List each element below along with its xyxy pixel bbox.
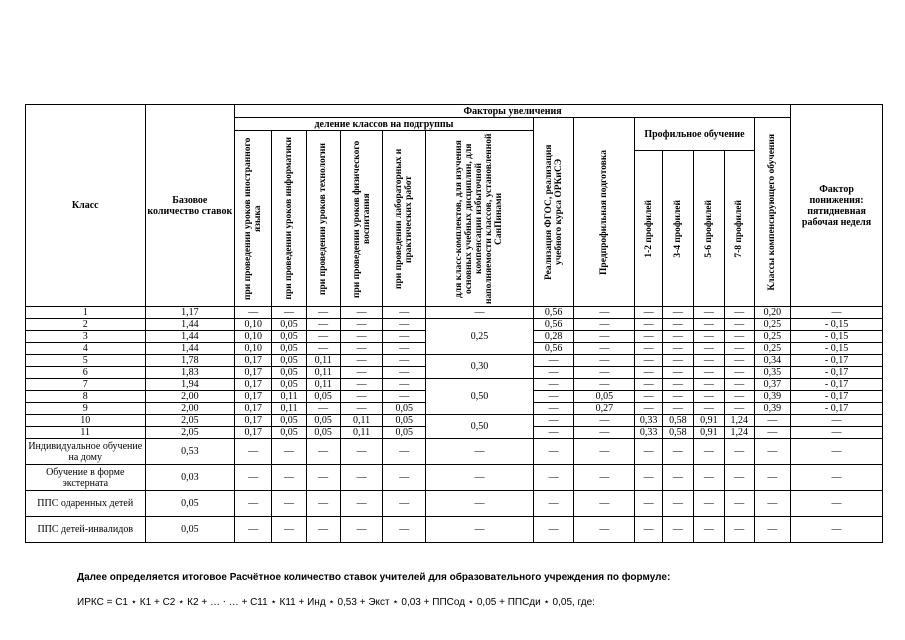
table-cell: — xyxy=(574,331,635,343)
table-cell: — xyxy=(383,491,426,517)
table-cell: — xyxy=(340,465,383,491)
table-cell: — xyxy=(383,319,426,331)
table-cell: — xyxy=(724,491,754,517)
table-cell: 0,11 xyxy=(272,391,306,403)
table-cell: — xyxy=(635,331,663,343)
header-compensating: Классы компенсирующего обучения xyxy=(754,118,790,307)
table-cell: 1,83 xyxy=(145,367,235,379)
table-cell: — xyxy=(574,415,635,427)
table-cell: 0,33 xyxy=(635,415,663,427)
table-cell: 0,37 xyxy=(754,379,790,391)
table-cell: — xyxy=(574,307,635,319)
header-base: Базовое количество ставок xyxy=(145,105,235,307)
merged-cell: 0,50 xyxy=(426,415,534,439)
row-header: ППС детей-инвалидов xyxy=(26,517,146,543)
table-cell: — xyxy=(724,391,754,403)
table-cell: — xyxy=(693,403,724,415)
table-cell: — xyxy=(306,319,340,331)
table-cell: — xyxy=(791,517,883,543)
header-factors-up: Факторы увеличения xyxy=(235,105,791,118)
table-cell: — xyxy=(693,439,724,465)
table-cell: — xyxy=(533,391,574,403)
header-sub-lab: при проведении лабораторных и практических работ xyxy=(383,131,426,307)
table-cell: 1,44 xyxy=(145,343,235,355)
row-header: Обучение в форме экстерната xyxy=(26,465,146,491)
table-cell: 0,56 xyxy=(533,343,574,355)
table-cell: — xyxy=(306,331,340,343)
table-cell: — xyxy=(724,343,754,355)
table-cell: — xyxy=(306,307,340,319)
table-cell: — xyxy=(791,427,883,439)
table-cell: — xyxy=(340,391,383,403)
merged-cell: 0,50 xyxy=(426,379,534,415)
table-cell: — xyxy=(693,367,724,379)
table-cell: 0,11 xyxy=(340,415,383,427)
table-cell: 0,05 xyxy=(272,427,306,439)
table-cell: 1,24 xyxy=(724,415,754,427)
table-cell: 0,05 xyxy=(145,517,235,543)
table-cell: — xyxy=(340,491,383,517)
table-cell: — xyxy=(340,379,383,391)
table-cell: 0,27 xyxy=(574,403,635,415)
table-cell: — xyxy=(574,367,635,379)
table-cell: — xyxy=(533,439,574,465)
table-cell: 0,11 xyxy=(306,367,340,379)
table-row xyxy=(26,517,883,543)
table-cell: — xyxy=(662,465,693,491)
table-cell: — xyxy=(426,517,534,543)
table-row xyxy=(26,415,883,427)
table-cell: — xyxy=(306,403,340,415)
table-cell: 0,11 xyxy=(340,427,383,439)
table-cell: - 0,17 xyxy=(791,403,883,415)
table-cell: 0,58 xyxy=(662,427,693,439)
table-cell: — xyxy=(340,331,383,343)
table-cell: 0,05 xyxy=(306,415,340,427)
table-cell: 0,05 xyxy=(272,415,306,427)
table-cell: — xyxy=(635,319,663,331)
table-cell: — xyxy=(340,355,383,367)
table-cell: — xyxy=(306,439,340,465)
table-cell: — xyxy=(533,415,574,427)
row-header: 9 xyxy=(26,403,146,415)
table-cell: — xyxy=(724,319,754,331)
table-cell: 0,17 xyxy=(235,403,272,415)
merged-cell: 0,30 xyxy=(426,355,534,379)
table-cell: 0,05 xyxy=(145,491,235,517)
table-cell: 0,33 xyxy=(635,427,663,439)
table-cell: 0,53 xyxy=(145,439,235,465)
header-p56: 5-6 профилей xyxy=(693,151,724,307)
table-cell: — xyxy=(306,517,340,543)
table-cell: 1,17 xyxy=(145,307,235,319)
row-header: 10 xyxy=(26,415,146,427)
row-header: 8 xyxy=(26,391,146,403)
table-cell: — xyxy=(574,465,635,491)
table-cell: 0,25 xyxy=(754,319,790,331)
formula: ИРКС = С1 ⋆ К1 + С2 ⋆ К2 + … ⋅ … + С11 ⋆ К11 + Инд ⋆ 0,53 + Экст ⋆ 0,03 + ППСод ⋆ 0,05 + ППСди ⋆ 0,05, где: xyxy=(77,597,595,608)
header-p78: 7-8 профилей xyxy=(724,151,754,307)
table-cell: — xyxy=(662,355,693,367)
table-cell: 0,91 xyxy=(693,427,724,439)
table-cell: — xyxy=(754,517,790,543)
table-cell: — xyxy=(662,403,693,415)
table-cell: 0,34 xyxy=(754,355,790,367)
table-cell: — xyxy=(662,319,693,331)
table-cell: — xyxy=(574,517,635,543)
table-cell: — xyxy=(662,331,693,343)
table-cell: — xyxy=(306,465,340,491)
staffing-factors-table xyxy=(25,104,883,543)
header-p12: 1-2 профилей xyxy=(635,151,663,307)
table-cell: — xyxy=(635,391,663,403)
header-p34: 3-4 профилей xyxy=(662,151,693,307)
table-cell: - 0,15 xyxy=(791,331,883,343)
table-cell: — xyxy=(662,391,693,403)
table-cell: — xyxy=(533,491,574,517)
table-cell: — xyxy=(383,517,426,543)
table-cell: — xyxy=(574,355,635,367)
table-cell: 0,10 xyxy=(235,343,272,355)
table-cell: 0,03 xyxy=(145,465,235,491)
table-cell: — xyxy=(662,379,693,391)
table-cell: 0,17 xyxy=(235,379,272,391)
table-cell: — xyxy=(635,307,663,319)
table-cell: — xyxy=(754,439,790,465)
merged-cell: 0,25 xyxy=(426,319,534,355)
table-cell: — xyxy=(383,391,426,403)
table-cell: 0,56 xyxy=(533,319,574,331)
table-cell: — xyxy=(383,379,426,391)
table-cell: — xyxy=(340,517,383,543)
table-cell: — xyxy=(533,403,574,415)
table-cell: — xyxy=(635,465,663,491)
header-sub-technology: при проведении уроков технологии xyxy=(306,131,340,307)
table-cell: — xyxy=(383,343,426,355)
table-cell: 0,05 xyxy=(383,403,426,415)
table-cell: — xyxy=(693,491,724,517)
header-sub-informatics: при проведении уроков информатики xyxy=(272,131,306,307)
table-cell: — xyxy=(693,355,724,367)
table-cell: — xyxy=(791,465,883,491)
table-cell: 1,44 xyxy=(145,331,235,343)
table-cell: — xyxy=(693,343,724,355)
table-cell: — xyxy=(306,491,340,517)
table-cell: — xyxy=(724,439,754,465)
table-cell: 0,11 xyxy=(306,355,340,367)
table-cell: — xyxy=(635,379,663,391)
table-cell: — xyxy=(340,319,383,331)
header-sub-physical: при проведении уроков физического воспитания xyxy=(340,131,383,307)
table-cell: 0,28 xyxy=(533,331,574,343)
table-cell: — xyxy=(662,307,693,319)
table-row xyxy=(26,439,883,465)
table-cell: - 0,17 xyxy=(791,391,883,403)
table-cell: 0,05 xyxy=(272,355,306,367)
table-cell: — xyxy=(574,379,635,391)
table-cell: 0,25 xyxy=(754,343,790,355)
table-cell: — xyxy=(635,439,663,465)
table-cell: — xyxy=(754,415,790,427)
table-cell: — xyxy=(724,517,754,543)
table-cell: — xyxy=(383,439,426,465)
table-cell: — xyxy=(724,465,754,491)
row-header: 5 xyxy=(26,355,146,367)
table-cell: — xyxy=(724,403,754,415)
table-cell: — xyxy=(272,491,306,517)
table-cell: 1,78 xyxy=(145,355,235,367)
table-cell: 0,39 xyxy=(754,391,790,403)
table-cell: — xyxy=(272,465,306,491)
table-cell: — xyxy=(235,491,272,517)
table-cell: 0,05 xyxy=(272,367,306,379)
table-cell: — xyxy=(340,343,383,355)
table-cell: — xyxy=(693,391,724,403)
table-cell: — xyxy=(791,439,883,465)
row-header: Индивидуальное обучение на дому xyxy=(26,439,146,465)
header-profile: Профильное обучение xyxy=(635,118,754,151)
row-header: 2 xyxy=(26,319,146,331)
row-header: 6 xyxy=(26,367,146,379)
table-cell: - 0,17 xyxy=(791,355,883,367)
table-cell: — xyxy=(693,465,724,491)
table-cell: — xyxy=(754,465,790,491)
table-cell: - 0,17 xyxy=(791,367,883,379)
header-sub-complex: для класс-комплектов, для изучения основных учебных дисциплин, для компенсации избыточной наполняемости классов, установленной СанПинами xyxy=(426,131,534,307)
table-cell: — xyxy=(724,379,754,391)
row-header: 1 xyxy=(26,307,146,319)
table-cell: 0,05 xyxy=(272,331,306,343)
table-cell: 2,00 xyxy=(145,403,235,415)
table-cell: — xyxy=(574,427,635,439)
table-cell: 0,35 xyxy=(754,367,790,379)
table-cell: — xyxy=(383,367,426,379)
table-cell: — xyxy=(426,439,534,465)
table-cell: 0,11 xyxy=(272,403,306,415)
table-cell: — xyxy=(574,491,635,517)
header-class: Класс xyxy=(26,105,146,307)
table-cell: - 0,15 xyxy=(791,343,883,355)
table-cell: — xyxy=(791,307,883,319)
table-cell: 0,91 xyxy=(693,415,724,427)
table-cell: 0,05 xyxy=(272,343,306,355)
table-cell: — xyxy=(574,319,635,331)
table-cell: — xyxy=(754,491,790,517)
formula-intro: Далее определяется итоговое Расчётное количество ставок учителей для образовательного учреждения по формуле: xyxy=(77,572,671,583)
table-cell: — xyxy=(662,491,693,517)
table-cell: — xyxy=(235,439,272,465)
table-cell: — xyxy=(662,517,693,543)
table-cell: — xyxy=(693,307,724,319)
table-cell: — xyxy=(533,355,574,367)
table-cell: — xyxy=(662,439,693,465)
table-cell: 2,05 xyxy=(145,415,235,427)
table-cell: — xyxy=(693,517,724,543)
table-cell: — xyxy=(635,355,663,367)
table-cell: — xyxy=(754,427,790,439)
table-cell: 0,17 xyxy=(235,391,272,403)
table-cell: — xyxy=(693,379,724,391)
table-cell: - 0,15 xyxy=(791,319,883,331)
table-cell: 0,11 xyxy=(306,379,340,391)
row-header: 3 xyxy=(26,331,146,343)
table-cell: — xyxy=(340,403,383,415)
row-header: 4 xyxy=(26,343,146,355)
table-row xyxy=(26,319,883,331)
table-cell: — xyxy=(235,465,272,491)
table-cell: — xyxy=(235,517,272,543)
table-cell: 0,05 xyxy=(383,415,426,427)
table-cell: — xyxy=(426,465,534,491)
table-cell: — xyxy=(791,491,883,517)
table-cell: 0,05 xyxy=(383,427,426,439)
header-factor-down: Фактор понижения: пятидневная рабочая неделя xyxy=(791,105,883,307)
table-cell: — xyxy=(662,343,693,355)
table-cell: — xyxy=(272,439,306,465)
table-cell: — xyxy=(383,331,426,343)
table-cell: — xyxy=(724,367,754,379)
table-row xyxy=(26,465,883,491)
table-cell: 0,10 xyxy=(235,319,272,331)
table-cell: — xyxy=(533,379,574,391)
table-row xyxy=(26,355,883,367)
table-cell: — xyxy=(791,415,883,427)
table-cell: 0,17 xyxy=(235,367,272,379)
table-cell: 0,17 xyxy=(235,427,272,439)
table-cell: 0,39 xyxy=(754,403,790,415)
header-preprof: Предпрофильная подготовка xyxy=(574,118,635,307)
table-cell: — xyxy=(662,367,693,379)
table-cell: — xyxy=(340,307,383,319)
table-cell: — xyxy=(635,367,663,379)
row-header: 7 xyxy=(26,379,146,391)
table-cell: 0,05 xyxy=(272,379,306,391)
table-cell: 0,05 xyxy=(272,319,306,331)
table-cell: — xyxy=(574,439,635,465)
table-cell: — xyxy=(272,517,306,543)
table-cell: 2,00 xyxy=(145,391,235,403)
table-cell: — xyxy=(340,367,383,379)
table-cell: - 0,17 xyxy=(791,379,883,391)
table-cell: 1,44 xyxy=(145,319,235,331)
table-cell: — xyxy=(426,307,534,319)
header-division: деление классов на подгруппы xyxy=(235,118,534,131)
table-cell: — xyxy=(635,491,663,517)
table-cell: — xyxy=(272,307,306,319)
table-cell: 0,17 xyxy=(235,415,272,427)
header-fgos: Реализация ФГОС, реализация учебного курса ОРКиСЭ xyxy=(533,118,574,307)
table-cell: 0,25 xyxy=(754,331,790,343)
table-cell: 0,17 xyxy=(235,355,272,367)
table-cell: — xyxy=(635,403,663,415)
table-body xyxy=(26,307,883,543)
table-cell: — xyxy=(693,319,724,331)
table-cell: — xyxy=(533,367,574,379)
table-cell: — xyxy=(383,307,426,319)
row-header: 11 xyxy=(26,427,146,439)
table-cell: — xyxy=(426,491,534,517)
table-cell: — xyxy=(383,355,426,367)
table-cell: — xyxy=(235,307,272,319)
table-cell: 2,05 xyxy=(145,427,235,439)
table-cell: 0,05 xyxy=(306,391,340,403)
header-sub-language: при проведении уроков иностранного языка xyxy=(235,131,272,307)
table-cell: — xyxy=(635,517,663,543)
table-row xyxy=(26,307,883,319)
table-cell: 0,10 xyxy=(235,331,272,343)
table-cell: 0,20 xyxy=(754,307,790,319)
table-cell: — xyxy=(533,517,574,543)
table-cell: — xyxy=(724,331,754,343)
table-cell: 0,56 xyxy=(533,307,574,319)
table-cell: 0,05 xyxy=(574,391,635,403)
table-cell: — xyxy=(574,343,635,355)
table-cell: — xyxy=(724,307,754,319)
table-cell: — xyxy=(533,427,574,439)
table-cell: — xyxy=(635,343,663,355)
table-cell: 1,24 xyxy=(724,427,754,439)
table-cell: — xyxy=(533,465,574,491)
table-row xyxy=(26,379,883,391)
table-cell: 1,94 xyxy=(145,379,235,391)
table-cell: — xyxy=(383,465,426,491)
table-cell: — xyxy=(724,355,754,367)
row-header: ППС одаренных детей xyxy=(26,491,146,517)
table-row xyxy=(26,491,883,517)
table-cell: — xyxy=(693,331,724,343)
table-cell: 0,05 xyxy=(306,427,340,439)
table-cell: — xyxy=(306,343,340,355)
table-cell: 0,58 xyxy=(662,415,693,427)
table-cell: — xyxy=(340,439,383,465)
